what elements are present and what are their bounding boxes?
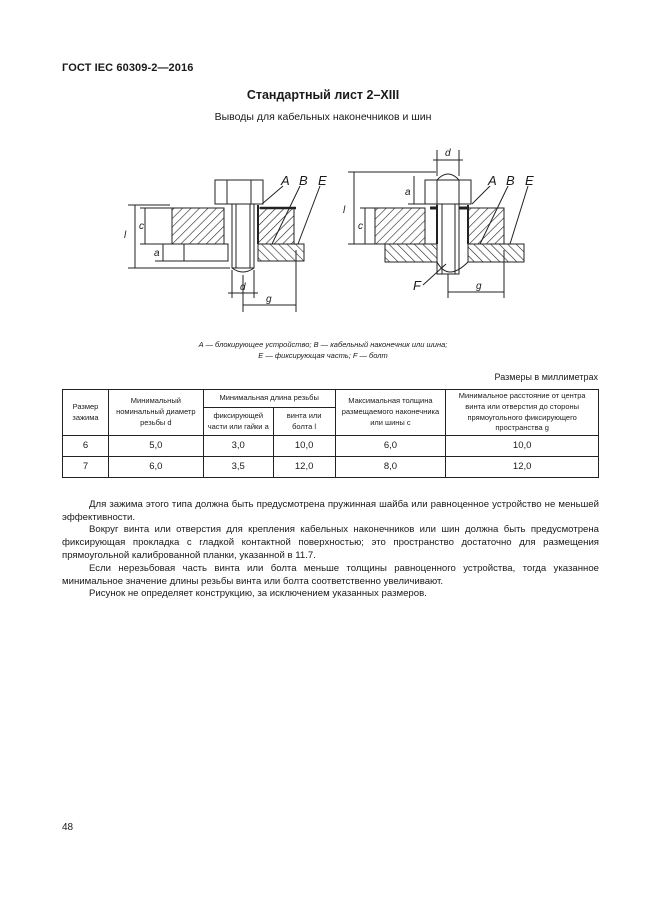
sheet-subtitle: Выводы для кабельных наконечников и шин <box>214 111 432 123</box>
paragraph-4 <box>62 587 599 600</box>
paragraph-1 <box>62 498 599 524</box>
header-fixing-part: фиксирующей части или гайки a <box>203 408 273 436</box>
dim-l-left: l <box>124 230 127 241</box>
figure-legend-line-1: A — блокирующее устройство; B — кабельный наконечник или шина; <box>198 340 448 349</box>
paragraph-3-text: Если нерезьбовая часть винта или болта меньше толщины равноценного устройства, тогда указанное минимальное значение длины резьбы винта или болта соответственно увеличивают. <box>62 563 599 588</box>
header-min-distance: Минимальное расстояние от центра винта или отверстия до стороны прямоугольного фиксирующего пространства g <box>446 390 599 436</box>
right-view <box>348 150 528 298</box>
cell-size: 6 <box>63 436 109 457</box>
left-view <box>128 180 320 312</box>
sheet-title: Стандартный лист 2–XIII <box>246 88 400 102</box>
header-min-diameter: Минимальный номинальный диаметр резьбы d <box>108 390 203 436</box>
dim-c-left: c <box>139 221 144 232</box>
label-B-right: B <box>506 173 515 188</box>
cell-c: 8,0 <box>335 457 446 478</box>
cell-g: 10,0 <box>446 436 599 457</box>
label-A: A <box>281 173 290 188</box>
dim-a-left: a <box>154 248 160 259</box>
cell-l: 12,0 <box>273 457 335 478</box>
cell-l: 10,0 <box>273 436 335 457</box>
label-B: B <box>299 173 308 188</box>
header-screw-or-bolt: винта или болта l <box>273 408 335 436</box>
dim-d-left: d <box>240 282 246 293</box>
header-max-thickness: Максимальная толщина размещаемого наконечника или шины c <box>335 390 446 436</box>
cell-g: 12,0 <box>446 457 599 478</box>
figure-legend-line-2: E — фиксирующая часть; F — болт <box>258 351 388 360</box>
paragraph-1-text: Для зажима этого типа должна быть предусмотрена пружинная шайба или равноценное устройство не меньшей эффективности. <box>62 499 599 524</box>
terminal-drawing <box>120 140 560 315</box>
label-E-right: E <box>525 173 534 188</box>
table-row <box>63 457 599 478</box>
dim-d-right: d <box>445 148 451 159</box>
cell-d: 5,0 <box>108 436 203 457</box>
header-min-thread-length: Минимальная длина резьбы <box>203 390 335 408</box>
cell-d: 6,0 <box>108 457 203 478</box>
paragraph-4-text: Рисунок не определяет конструкцию, за исключением указанных размеров. <box>89 588 427 599</box>
dim-g-right: g <box>476 281 482 292</box>
dim-l-right: l <box>343 205 346 216</box>
header-size: Размер зажима <box>63 390 109 436</box>
document-code: ГОСТ IEC 60309-2—2016 <box>62 62 194 74</box>
label-E: E <box>318 173 327 188</box>
dim-a-right: a <box>405 187 411 198</box>
label-A-right: A <box>488 173 497 188</box>
dim-c-right: c <box>358 221 363 232</box>
paragraph-2-text: Вокруг винта или отверстия для крепления кабельных наконечников или шин должна быть предусмотрена фиксирующая прокладка с гладкой контактной поверхностью; это пространство достаточно для размещения прямоугольной калиброванной планки, указанной в 11.7. <box>62 524 599 562</box>
cell-a: 3,0 <box>203 436 273 457</box>
paragraph-2 <box>62 523 599 563</box>
paragraph-3 <box>62 562 599 588</box>
cell-size: 7 <box>63 457 109 478</box>
dim-g-left: g <box>266 294 272 305</box>
table-row <box>63 436 599 457</box>
cell-c: 6,0 <box>335 436 446 457</box>
label-F: F <box>413 278 421 293</box>
page-number: 48 <box>62 822 74 833</box>
units-note: Размеры в миллиметрах <box>494 372 598 382</box>
cell-a: 3,5 <box>203 457 273 478</box>
dimensions-table <box>62 389 599 478</box>
